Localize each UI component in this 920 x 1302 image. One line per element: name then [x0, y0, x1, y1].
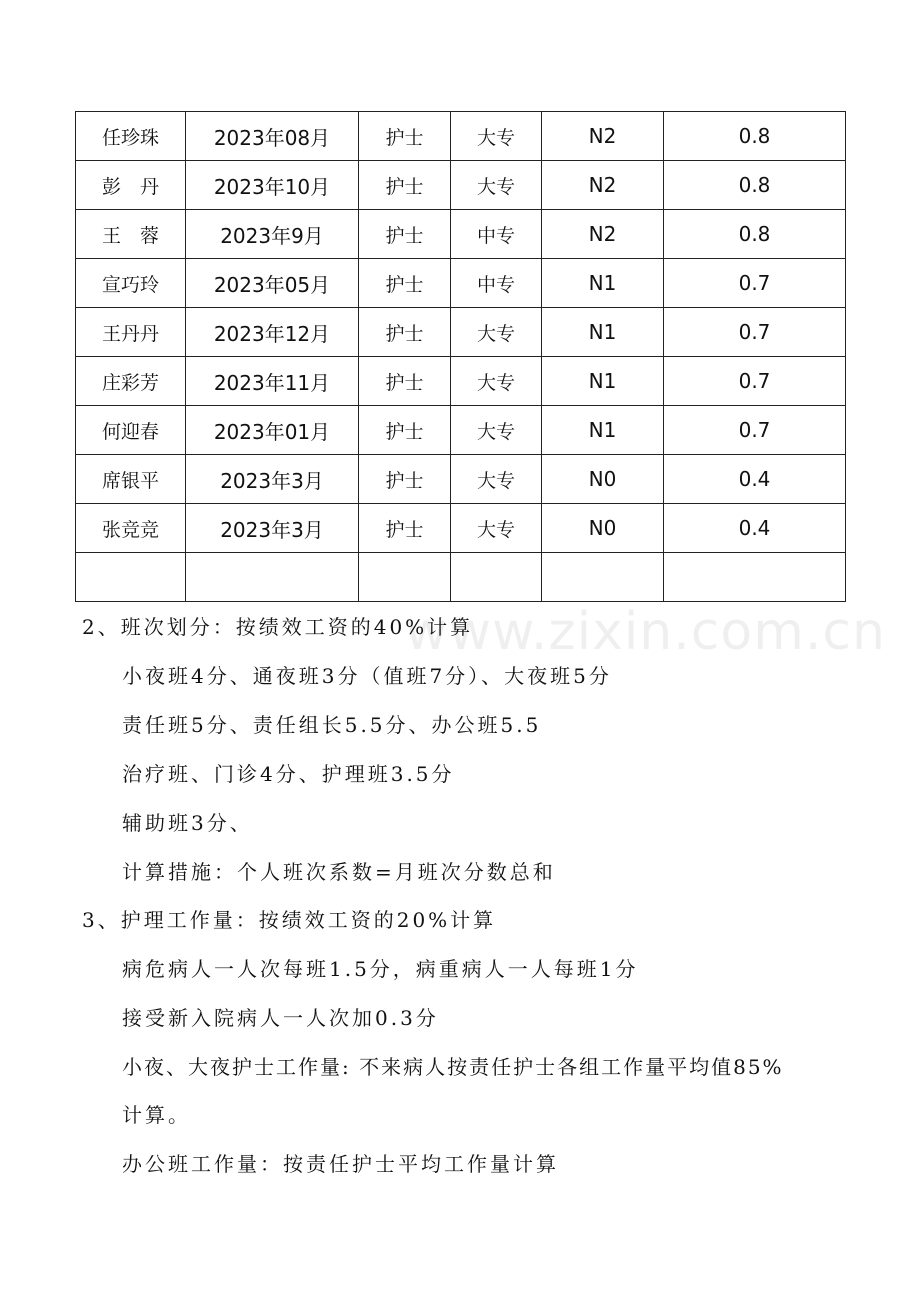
cell-coefficient	[664, 553, 846, 602]
cell-level: N1	[542, 308, 664, 357]
cell-position	[359, 553, 451, 602]
cell-level	[542, 553, 664, 602]
section-2-heading: 2、班次划分：按绩效工资的40%计算	[82, 615, 474, 639]
cell-name: 张竞竞	[76, 504, 186, 553]
cell-hire-date: 2023年9月	[186, 210, 359, 259]
table-row	[76, 504, 846, 553]
table-row	[76, 308, 846, 357]
cell-level: N2	[542, 112, 664, 161]
cell-level: N2	[542, 210, 664, 259]
cell-position: 护士	[359, 210, 451, 259]
cell-education: 大专	[451, 161, 542, 210]
section-3-line: 办公班工作量：按责任护士平均工作量计算	[122, 1152, 559, 1176]
cell-level: N2	[542, 161, 664, 210]
table-row	[76, 259, 846, 308]
cell-hire-date: 2023年10月	[186, 161, 359, 210]
cell-coefficient: 0.4	[664, 455, 846, 504]
cell-education: 中专	[451, 259, 542, 308]
cell-hire-date: 2023年11月	[186, 357, 359, 406]
cell-education: 大专	[451, 357, 542, 406]
table-row	[76, 455, 846, 504]
cell-level: N0	[542, 455, 664, 504]
staff-table	[75, 111, 846, 602]
cell-position: 护士	[359, 455, 451, 504]
cell-level: N0	[542, 504, 664, 553]
cell-name	[76, 553, 186, 602]
cell-education	[451, 553, 542, 602]
cell-hire-date: 2023年05月	[186, 259, 359, 308]
cell-coefficient: 0.8	[664, 210, 846, 259]
cell-name: 宣巧玲	[76, 259, 186, 308]
table-row	[76, 112, 846, 161]
table-row	[76, 210, 846, 259]
cell-education: 大专	[451, 112, 542, 161]
section-3-line: 计算。	[122, 1103, 191, 1127]
cell-level: N1	[542, 406, 664, 455]
table-row	[76, 553, 846, 602]
section-2-line: 治疗班、门诊4分、护理班3.5分	[122, 762, 455, 786]
cell-hire-date: 2023年3月	[186, 504, 359, 553]
cell-coefficient: 0.7	[664, 406, 846, 455]
cell-hire-date: 2023年08月	[186, 112, 359, 161]
cell-coefficient: 0.7	[664, 259, 846, 308]
section-3-line: 病危病人一人次每班1.5分，病重病人一人每班1分	[122, 957, 639, 981]
cell-name: 席银平	[76, 455, 186, 504]
table-row	[76, 357, 846, 406]
cell-education: 大专	[451, 504, 542, 553]
section-2-line: 辅助班3分、	[122, 811, 253, 835]
cell-coefficient: 0.8	[664, 112, 846, 161]
cell-position: 护士	[359, 406, 451, 455]
cell-position: 护士	[359, 308, 451, 357]
cell-position: 护士	[359, 357, 451, 406]
cell-name: 彭 丹	[76, 161, 186, 210]
cell-coefficient: 0.7	[664, 308, 846, 357]
section-2-line: 计算措施：个人班次系数=月班次分数总和	[122, 860, 556, 884]
watermark: www.zixin.com.cn	[405, 602, 886, 662]
cell-hire-date: 2023年01月	[186, 406, 359, 455]
cell-name: 庄彩芳	[76, 357, 186, 406]
cell-coefficient: 0.7	[664, 357, 846, 406]
table-row	[76, 406, 846, 455]
cell-level: N1	[542, 259, 664, 308]
cell-hire-date: 2023年3月	[186, 455, 359, 504]
cell-hire-date	[186, 553, 359, 602]
cell-position: 护士	[359, 112, 451, 161]
section-3-line: 接受新入院病人一人次加0.3分	[122, 1006, 439, 1030]
section-2-line: 小夜班4分、通夜班3分（值班7分）、大夜班5分	[122, 664, 612, 688]
cell-position: 护士	[359, 161, 451, 210]
cell-name: 任珍珠	[76, 112, 186, 161]
cell-position: 护士	[359, 504, 451, 553]
section-3-heading: 3、护理工作量：按绩效工资的20%计算	[82, 908, 497, 932]
cell-education: 大专	[451, 455, 542, 504]
table-row	[76, 161, 846, 210]
cell-coefficient: 0.4	[664, 504, 846, 553]
cell-position: 护士	[359, 259, 451, 308]
cell-education: 大专	[451, 406, 542, 455]
cell-level: N1	[542, 357, 664, 406]
cell-coefficient: 0.8	[664, 161, 846, 210]
cell-education: 大专	[451, 308, 542, 357]
section-3-line: 小夜、大夜护士工作量: 不来病人按责任护士各组工作量平均值85%	[122, 1055, 784, 1079]
cell-name: 王 蓉	[76, 210, 186, 259]
cell-name: 王丹丹	[76, 308, 186, 357]
section-2-line: 责任班5分、责任组长5.5分、办公班5.5	[122, 713, 542, 737]
staff-table-body	[76, 112, 846, 602]
cell-education: 中专	[451, 210, 542, 259]
cell-name: 何迎春	[76, 406, 186, 455]
cell-hire-date: 2023年12月	[186, 308, 359, 357]
